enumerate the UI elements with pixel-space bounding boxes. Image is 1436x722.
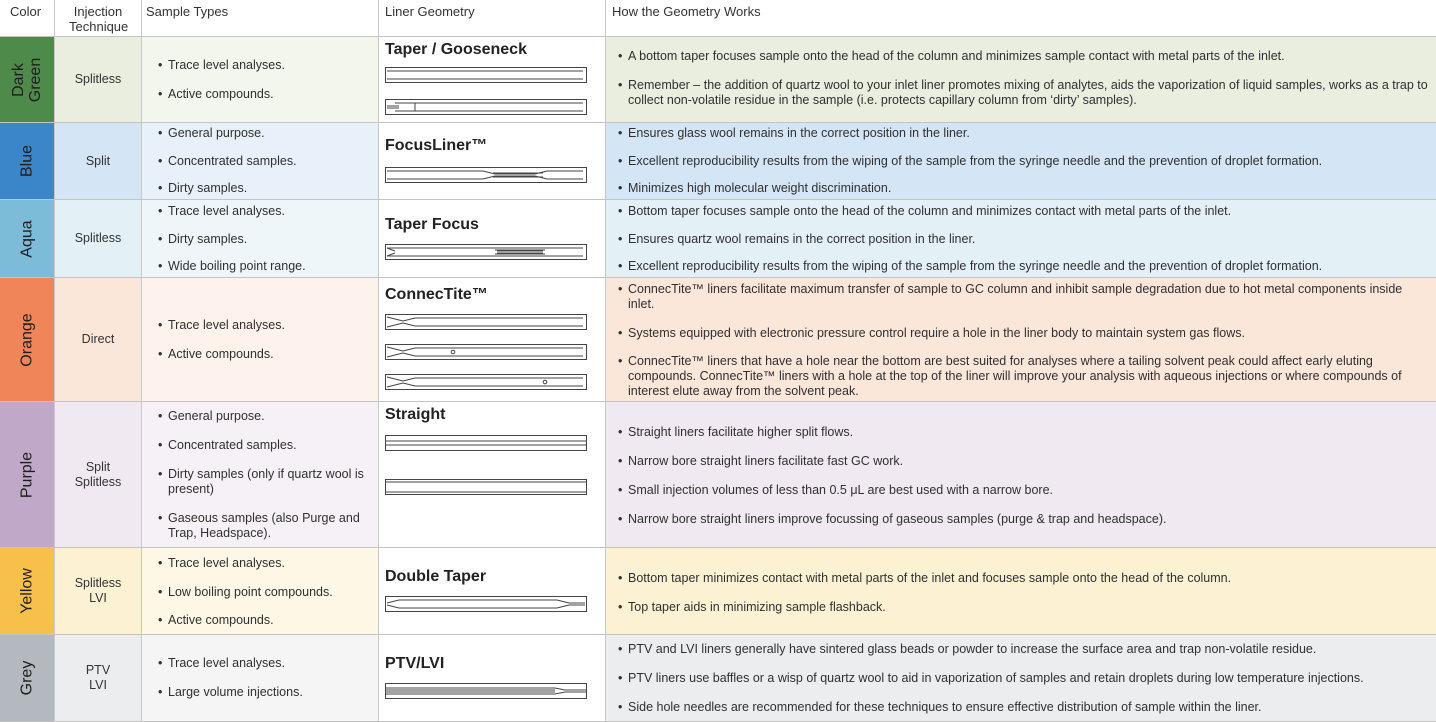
color-swatch — [0, 635, 55, 721]
explanation-item: • Straight liners facilitate higher split flows. — [618, 425, 1430, 440]
geometry-explanation — [606, 548, 1436, 634]
color-name: Orange — [18, 312, 36, 367]
explanation-item: • Small injection volumes of less than 0.5 μL are best used with a narrow bore. — [618, 483, 1430, 498]
color-name: Purple — [18, 451, 36, 498]
color-name: Aqua — [18, 219, 36, 258]
sample-type-item: • Wide boiling point range. — [158, 259, 364, 274]
straight-wide-liner-drawing — [385, 479, 587, 495]
explanation-item: • PTV and LVI liners generally have sintered glass beads or powder to increase the surface area and trap non-volatile residue. — [618, 642, 1430, 657]
explanation-item: • Narrow bore straight liners improve focussing of gaseous samples (purge & trap and headspace). — [618, 512, 1430, 527]
injection-technique: Direct — [55, 278, 142, 401]
sample-types — [142, 200, 379, 277]
connectite-hole-bottom-liner-drawing — [385, 344, 587, 360]
liner-outer-wall — [386, 345, 587, 360]
explanation-item: • Systems equipped with electronic pressure control require a hole in the liner body to maintain system gas flows. — [618, 326, 1430, 341]
liner-outer-wall — [386, 68, 587, 83]
liner-geometry — [379, 402, 606, 547]
sample-type-item: • Active compounds. — [158, 613, 364, 628]
table-row — [0, 547, 1436, 634]
sample-type-item: • Gaseous samples (also Purge and Trap, Headspace). — [158, 511, 364, 541]
geometry-name: Taper / Gooseneck — [385, 41, 527, 58]
geometry-explanation — [606, 200, 1436, 277]
sample-type-item: • General purpose. — [158, 409, 364, 424]
geometry-explanation — [606, 37, 1436, 122]
connectite-hole-top-liner-drawing — [385, 374, 587, 390]
liner-outer-wall — [386, 100, 587, 115]
geometry-name: Taper Focus — [385, 216, 479, 233]
table-row — [0, 277, 1436, 401]
header-color-label: Color — [10, 4, 42, 19]
explanation-item: • Excellent reproducibility results from the wiping of the sample from the syringe needle and the prevention of droplet formation. — [618, 154, 1430, 169]
color-swatch — [0, 548, 55, 634]
header-color — [0, 0, 55, 36]
geometry-name: FocusLiner™ — [385, 137, 488, 154]
geometry-name: ConnecTite™ — [385, 286, 488, 303]
table-row — [0, 36, 1436, 122]
geometry-explanation — [606, 123, 1436, 199]
geometry-explanation — [606, 278, 1436, 401]
gooseneck-wool-liner-drawing — [385, 99, 587, 115]
geometry-explanation — [606, 402, 1436, 547]
header-works-label: How the Geometry Works — [612, 4, 761, 19]
liner-geometry — [379, 278, 606, 401]
taper-focus-liner-drawing — [385, 244, 587, 260]
header-samples — [142, 0, 379, 36]
color-swatch — [0, 402, 55, 547]
explanation-item: • Bottom taper focuses sample onto the head of the column and minimizes contact with metal parts of the inlet. — [618, 204, 1430, 219]
explanation-item: • ConnecTite™ liners that have a hole near the bottom are best suited for analyses where a tailing solvent peak could affect early eluting compounds. ConnecTite™ liners with a hole at the top of the liner will improve your analysis with aqueous injections or where compounds of interest elute away from the solvent peak. — [618, 354, 1430, 399]
liner-geometry — [379, 123, 606, 199]
header-samples-label: Sample Types — [146, 4, 229, 19]
geometry-explanation — [606, 635, 1436, 721]
sample-types — [142, 278, 379, 401]
sample-type-item: • Concentrated samples. — [158, 438, 364, 453]
injection-technique: Splitless — [55, 37, 142, 122]
injection-technique: PTV LVI — [55, 635, 142, 721]
color-swatch — [0, 123, 55, 199]
liner-geometry — [379, 200, 606, 277]
sample-type-item: • Low boiling point compounds. — [158, 585, 364, 600]
injection-technique: Split Splitless — [55, 402, 142, 547]
table-row — [0, 634, 1436, 722]
header-technique-label: Injection Technique — [69, 4, 129, 34]
explanation-item: • Excellent reproducibility results from the wiping of the sample from the syringe needle and the prevention of droplet formation. — [618, 259, 1430, 274]
taper-gooseneck-liner-drawing — [385, 67, 587, 83]
sample-type-item: • Trace level analyses. — [158, 58, 364, 73]
sample-type-item: • Dirty samples (only if quartz wool is present) — [158, 467, 364, 497]
color-swatch — [0, 200, 55, 277]
injection-technique: Splitless LVI — [55, 548, 142, 634]
liner-outer-wall — [386, 375, 587, 390]
explanation-item: • Bottom taper minimizes contact with metal parts of the inlet and focuses sample onto the head of the column. — [618, 571, 1430, 586]
sample-type-item: • Active compounds. — [158, 347, 364, 362]
color-swatch — [0, 37, 55, 122]
ptv-liner-drawing — [385, 683, 587, 699]
sample-type-item: • Active compounds. — [158, 87, 364, 102]
explanation-item: • Remember – the addition of quartz wool to your inlet liner promotes mixing of analytes, aids the vaporization of liquid samples, works as a trap to collect non-volatile residue in the sample (i.e. protects capillary column from ‘dirty’ samples). — [618, 78, 1430, 108]
liner-outer-wall — [386, 315, 587, 330]
explanation-item: • Narrow bore straight liners facilitate fast GC work. — [618, 454, 1430, 469]
sample-types — [142, 635, 379, 721]
header-works — [606, 0, 1436, 36]
explanation-item: • ConnecTite™ liners facilitate maximum transfer of sample to GC column and inhibit sample degradation due to hot metal components inside inlet. — [618, 282, 1430, 312]
liner-geometry — [379, 37, 606, 122]
explanation-item: • Minimizes high molecular weight discrimination. — [618, 181, 1430, 196]
liner-outer-wall — [386, 245, 587, 260]
sample-types — [142, 37, 379, 122]
color-name: Blue — [18, 144, 36, 178]
straight-narrow-liner-drawing — [385, 435, 587, 451]
explanation-item: • PTV liners use baffles or a wisp of quartz wool to aid in vaporization of samples and retain droplets during low temperature injections. — [618, 671, 1430, 686]
sample-type-item: • Large volume injections. — [158, 685, 364, 700]
explanation-item: • Side hole needles are recommended for these techniques to ensure effective distribution of sample within the liner. — [618, 700, 1430, 715]
explanation-item: • Ensures glass wool remains in the correct position in the liner. — [618, 126, 1430, 141]
color-swatch — [0, 278, 55, 401]
geometry-name: Double Taper — [385, 568, 487, 585]
sample-type-item: • Trace level analyses. — [158, 656, 364, 671]
sample-type-item: • Concentrated samples. — [158, 154, 364, 169]
explanation-item: • Ensures quartz wool remains in the correct position in the liner. — [618, 232, 1430, 247]
liner-outer-wall — [386, 168, 587, 183]
explanation-item: • A bottom taper focuses sample onto the head of the column and minimizes sample contact with metal parts of the inlet. — [618, 49, 1430, 64]
color-name: Dark Green — [10, 57, 44, 102]
header-geometry-label: Liner Geometry — [385, 4, 475, 19]
injection-technique: Splitless — [55, 200, 142, 277]
table-row — [0, 401, 1436, 547]
liner-outer-wall — [386, 597, 587, 612]
sample-types — [142, 548, 379, 634]
sample-type-item: • Trace level analyses. — [158, 318, 364, 333]
table-row — [0, 199, 1436, 277]
liner-geometry — [379, 548, 606, 634]
sample-types — [142, 402, 379, 547]
explanation-item: • Top taper aids in minimizing sample flashback. — [618, 600, 1430, 615]
sample-types — [142, 123, 379, 199]
liner-outer-wall — [386, 436, 587, 451]
sample-type-item: • Trace level analyses. — [158, 204, 364, 219]
table-row — [0, 122, 1436, 199]
header-geometry — [379, 0, 606, 36]
sample-type-item: • General purpose. — [158, 126, 364, 141]
connectite-liner-drawing — [385, 314, 587, 330]
color-name: Yellow — [18, 568, 36, 614]
sample-type-item: • Trace level analyses. — [158, 556, 364, 571]
focus-liner-drawing — [385, 167, 587, 183]
sample-type-item: • Dirty samples. — [158, 181, 364, 196]
header-technique — [55, 0, 142, 36]
liner-geometry — [379, 635, 606, 721]
geometry-name: Straight — [385, 406, 446, 423]
double-taper-liner-drawing — [385, 596, 587, 612]
geometry-name: PTV/LVI — [385, 655, 445, 672]
injection-technique: Split — [55, 123, 142, 199]
sample-type-item: • Dirty samples. — [158, 232, 364, 247]
liner-outer-wall — [386, 684, 587, 699]
color-name: Grey — [18, 660, 36, 696]
